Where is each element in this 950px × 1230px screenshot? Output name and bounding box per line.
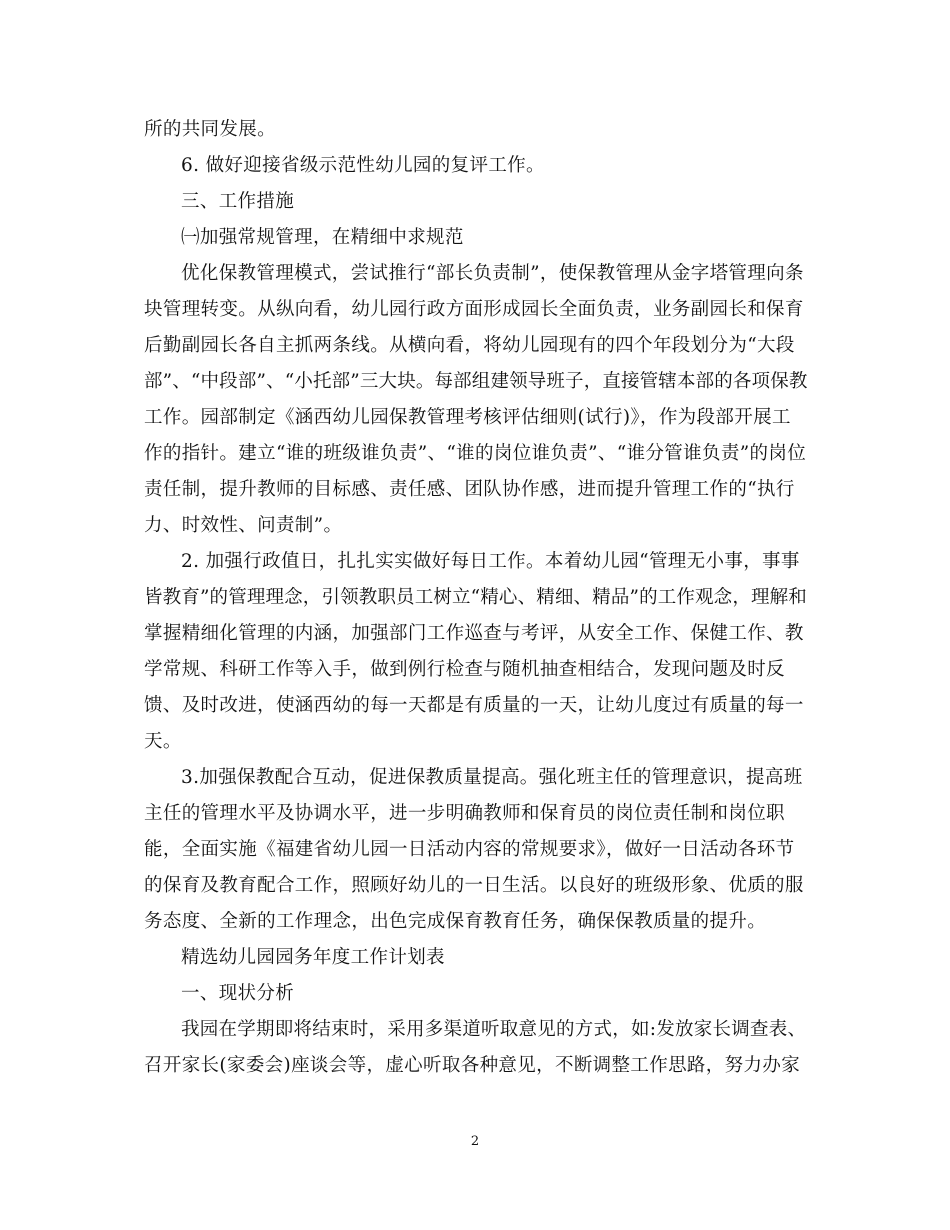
text-line: ㈠加强常规管理，在精细中求规范 [181,227,464,248]
text-line: 召开家长(家委会)座谈会等，虚心听取各种意见，不断调整工作思路，努力办家 [144,1055,801,1076]
text-line: 责任制，提升教师的目标感、责任感、团队协作感，进而提升管理工作的“执行 [144,479,795,500]
text-line: 我园在学期即将结束时，采用多渠道听取意见的方式，如:发放家长调查表、 [181,1019,807,1040]
text-line: 精选幼儿园园务年度工作计划表 [181,947,445,968]
text-line: 工作。园部制定《涵西幼儿园保教管理考核评估细则(试行)》，作为段部开展工 [144,407,791,428]
text-line: 所的共同发展。 [144,119,276,140]
text-line: 优化保教管理模式，尝试推行“部长负责制”，使保教管理从金字塔管理向条 [181,263,804,284]
text-line: 掌握精细化管理的内涵，加强部门工作巡查与考评，从安全工作、保健工作、教 [144,623,804,644]
text-line: 馈、及时改进，使涵西幼的每一天都是有质量的一天，让幼儿度过有质量的每一 [144,695,804,716]
text-line: 主任的管理水平及协调水平，进一步明确教师和保育员的岗位责任制和岗位职 [144,803,785,824]
text-line: 能，全面实施《福建省幼儿园一日活动内容的常规要求》，做好一日活动各环节 [144,839,795,860]
document-body [144,112,808,1084]
text-line: 学常规、科研工作等入手，做到例行检查与随机抽查相结合，发现问题及时反 [144,659,785,680]
text-line: 一、现状分析 [181,983,295,1004]
text-line: 力、时效性、问责制”。 [144,515,343,536]
text-line: 务态度、全新的工作理念，出色完成保育教育任务，确保保教质量的提升。 [144,911,767,932]
text-line: 后勤副园长各自主抓两条线。从横向看，将幼儿园现有的四个年段划分为“大段 [144,335,795,356]
text-line: 的保育及教育配合工作，照顾好幼儿的一日生活。以良好的班级形象、优质的服 [144,875,804,896]
text-line: 天。 [144,731,182,752]
text-line: 6. 做好迎接省级示范性幼儿园的复评工作。 [181,155,545,176]
text-line: 2. 加强行政值日，扎扎实实做好每日工作。本着幼儿园“管理无小事，事事 [181,551,800,572]
page-number: 2 [470,1134,480,1149]
text-line: 作的指针。建立“谁的班级谁负责”、“谁的岗位谁负责”、“谁分管谁负责”的岗位 [144,443,807,464]
text-line: 3.加强保教配合互动，促进保教质量提高。强化班主任的管理意识，提高班 [181,767,803,788]
text-line: 三、工作措施 [181,191,295,212]
text-line: 块管理转变。从纵向看，幼儿园行政方面形成园长全面负责，业务副园长和保育 [144,299,804,320]
text-line: 皆教育”的管理理念，引领教职员工树立“精心、精细、精品”的工作观念，理解和 [144,587,807,608]
text-line: 部”、“中段部”、“小托部”三大块。每部组建领导班子，直接管辖本部的各项保教 [144,371,808,392]
